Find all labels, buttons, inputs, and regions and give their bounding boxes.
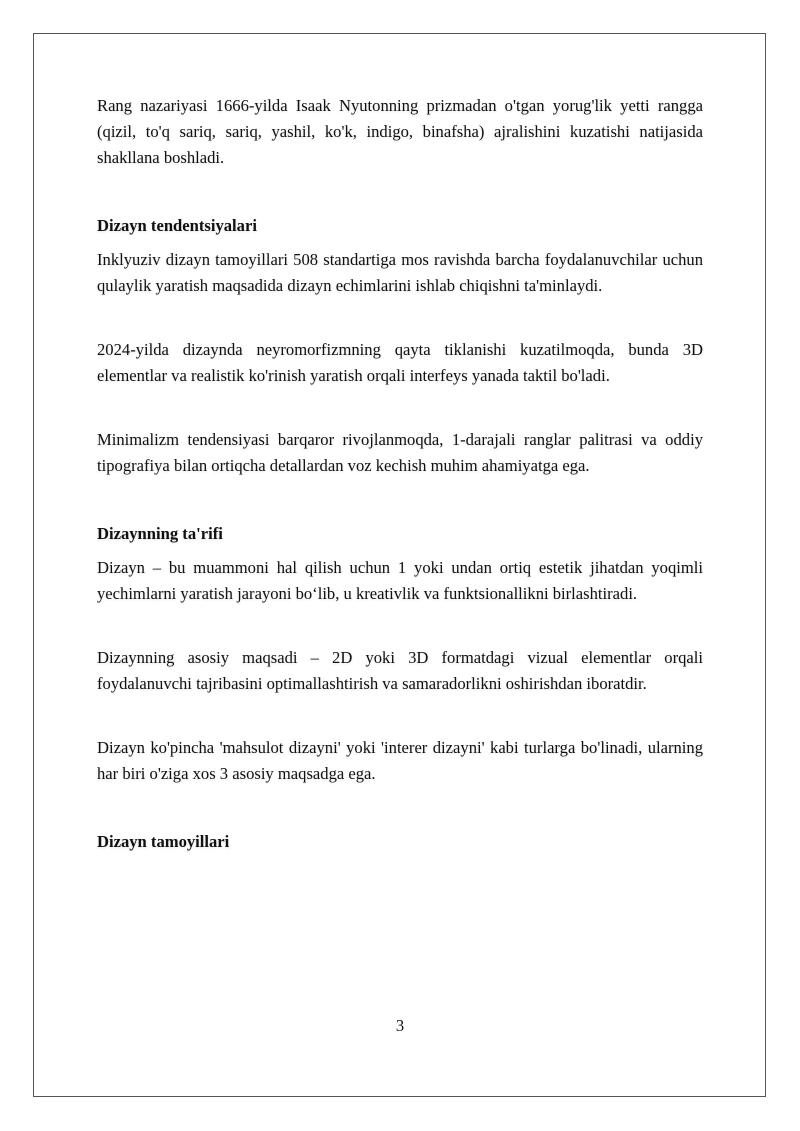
paragraph-neuromorphism: 2024-yilda dizaynda neyromorfizmning qayta tiklanishi kuzatilmoqda, bunda 3D elementlar va realistik ko'rinish yaratish orqali interfeys yanada taktil bo'ladi. — [97, 340, 703, 385]
heading-design-trends: Dizayn tendentsiyalari — [97, 216, 257, 235]
page-content — [97, 93, 703, 855]
paragraph-design-definition: Dizayn – bu muammoni hal qilish uchun 1 yoki undan ortiq estetik jihatdan yoqimli yechimlarni yaratish jarayoni bo‘lib, u kreativlik va funktsionallikni birlashtiradi. — [97, 558, 703, 603]
paragraph-minimalism: Minimalizm tendensiyasi barqaror rivojlanmoqda, 1-darajali ranglar palitrasi va oddiy tipografiya bilan ortiqcha detallardan voz kechish muhim ahamiyatga ega. — [97, 430, 703, 475]
paragraph-color-theory: Rang nazariyasi 1666-yilda Isaak Nyutonning prizmadan o'tgan yorug'lik yetti rangga (qizil, to'q sariq, sariq, yashil, ko'k, indigo, binafsha) ajralishini kuzatishi natijasida shakllana boshladi. — [97, 96, 703, 167]
paragraph-inclusive-design: Inklyuziv dizayn tamoyillari 508 standartiga mos ravishda barcha foydalanuvchilar uchun qulaylik yaratish maqsadida dizayn echimlarini ishlab chiqishni ta'minlaydi. — [97, 250, 703, 295]
paragraph-design-goal: Dizaynning asosiy maqsadi – 2D yoki 3D formatdagi vizual elementlar orqali foydalanuvchi tajribasini optimallashtirish va samaradorlikni oshirishdan iboratdir. — [97, 648, 703, 693]
heading-design-principles: Dizayn tamoyillari — [97, 832, 230, 851]
paragraph-design-types: Dizayn ko'pincha 'mahsulot dizayni' yoki 'interer dizayni' kabi turlarga bo'linadi, ularning har biri o'ziga xos 3 asosiy maqsadga ega. — [97, 738, 703, 783]
page-number: 3 — [395, 1016, 405, 1035]
heading-design-definition: Dizaynning ta'rifi — [97, 524, 223, 543]
